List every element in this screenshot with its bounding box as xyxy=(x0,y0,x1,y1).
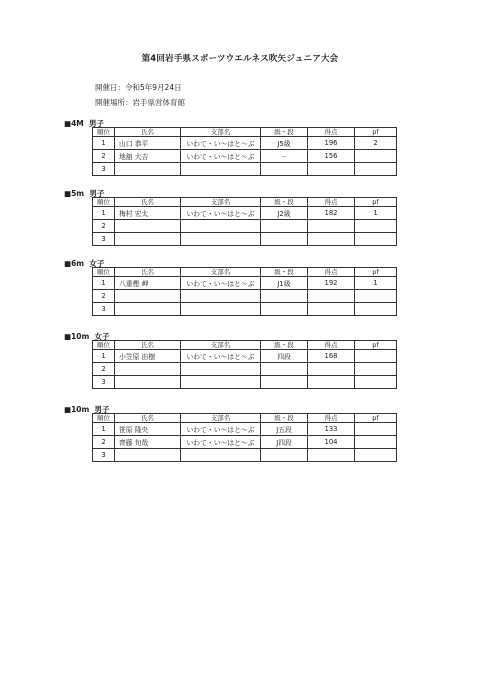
rank-cell: 1 xyxy=(93,207,115,220)
table-row xyxy=(93,220,397,233)
rank-cell: 1 xyxy=(93,350,115,363)
score-cell: 168 xyxy=(308,350,355,363)
header-branch: 支部名 xyxy=(181,341,261,350)
pf-cell xyxy=(355,163,397,176)
pf-cell xyxy=(355,150,397,163)
header-score: 得点 xyxy=(308,341,355,350)
table-row xyxy=(93,207,397,220)
grade-cell xyxy=(261,233,308,246)
grade-cell: 四段 xyxy=(261,350,308,363)
branch-cell xyxy=(181,449,261,462)
header-row xyxy=(93,268,397,277)
name-cell xyxy=(115,290,181,303)
pf-cell: 1 xyxy=(355,207,397,220)
branch-cell xyxy=(181,363,261,376)
header-pf: pf xyxy=(355,268,397,277)
header-name: 氏名 xyxy=(115,198,181,207)
pf-cell xyxy=(355,303,397,316)
branch-cell xyxy=(181,376,261,389)
rank-cell: 3 xyxy=(93,233,115,246)
name-cell xyxy=(115,303,181,316)
table-row xyxy=(93,163,397,176)
header-name: 氏名 xyxy=(115,414,181,423)
branch-cell xyxy=(181,303,261,316)
event-venue: 開催場所：岩手県営体育館 xyxy=(95,98,185,107)
header-grade: 級・段 xyxy=(261,414,308,423)
section-label: ■10m 男子 xyxy=(64,405,110,414)
score-cell xyxy=(308,303,355,316)
name-cell: 地舘 大吉 xyxy=(115,150,181,163)
table-row xyxy=(93,150,397,163)
branch-cell xyxy=(181,233,261,246)
results-table xyxy=(92,267,397,316)
name-cell: 八重樫 岬 xyxy=(115,277,181,290)
header-score: 得点 xyxy=(308,128,355,137)
grade-cell: J五段 xyxy=(261,423,308,436)
header-grade: 級・段 xyxy=(261,341,308,350)
header-score: 得点 xyxy=(308,268,355,277)
score-cell xyxy=(308,363,355,376)
rank-cell: 2 xyxy=(93,436,115,449)
header-pf: pf xyxy=(355,198,397,207)
rank-cell: 2 xyxy=(93,290,115,303)
grade-cell xyxy=(261,363,308,376)
rank-cell: 3 xyxy=(93,376,115,389)
header-row xyxy=(93,198,397,207)
table-row xyxy=(93,423,397,436)
pf-cell xyxy=(355,423,397,436)
name-cell: 小笠原 由樹 xyxy=(115,350,181,363)
pf-cell xyxy=(355,290,397,303)
name-cell xyxy=(115,363,181,376)
table-row xyxy=(93,303,397,316)
grade-cell xyxy=(261,290,308,303)
branch-cell: いわて・い～はと～ぶ xyxy=(181,137,261,150)
score-cell: 104 xyxy=(308,436,355,449)
grade-cell: J四段 xyxy=(261,436,308,449)
score-cell: 196 xyxy=(308,137,355,150)
name-cell: 山口 恭平 xyxy=(115,137,181,150)
header-grade: 級・段 xyxy=(261,198,308,207)
header-branch: 支部名 xyxy=(181,128,261,137)
header-row xyxy=(93,414,397,423)
grade-cell xyxy=(261,303,308,316)
pf-cell xyxy=(355,436,397,449)
rank-cell: 1 xyxy=(93,277,115,290)
score-cell: 156 xyxy=(308,150,355,163)
rank-cell: 2 xyxy=(93,220,115,233)
results-table xyxy=(92,127,397,176)
score-cell xyxy=(308,233,355,246)
header-pf: pf xyxy=(355,414,397,423)
header-name: 氏名 xyxy=(115,341,181,350)
grade-cell xyxy=(261,163,308,176)
document-title: 第4回岩手県スポーツウエルネス吹矢ジュニア大会 xyxy=(141,54,339,64)
name-cell xyxy=(115,449,181,462)
branch-cell xyxy=(181,220,261,233)
rank-cell: 3 xyxy=(93,449,115,462)
header-row xyxy=(93,128,397,137)
header-rank: 順位 xyxy=(93,128,115,137)
rank-cell: 3 xyxy=(93,303,115,316)
grade-cell: － xyxy=(261,150,308,163)
event-date: 開催日：令和5年9月24日 xyxy=(95,83,182,92)
name-cell: 笹原 隆央 xyxy=(115,423,181,436)
table-row xyxy=(93,233,397,246)
pf-cell xyxy=(355,449,397,462)
grade-cell xyxy=(261,376,308,389)
section-label: ■6m 女子 xyxy=(64,259,105,268)
branch-cell: いわて・い～はと～ぶ xyxy=(181,277,261,290)
name-cell: 齊藤 旬哉 xyxy=(115,436,181,449)
header-name: 氏名 xyxy=(115,128,181,137)
section-label: ■5m 男子 xyxy=(64,189,105,198)
pf-cell xyxy=(355,233,397,246)
pf-cell xyxy=(355,363,397,376)
pf-cell: 1 xyxy=(355,277,397,290)
rank-cell: 2 xyxy=(93,150,115,163)
branch-cell: いわて・い～はと～ぶ xyxy=(181,350,261,363)
header-name: 氏名 xyxy=(115,268,181,277)
section-label: ■4M 男子 xyxy=(64,119,104,128)
score-cell xyxy=(308,290,355,303)
name-cell xyxy=(115,376,181,389)
score-cell: 133 xyxy=(308,423,355,436)
grade-cell: J5級 xyxy=(261,137,308,150)
header-row xyxy=(93,341,397,350)
header-score: 得点 xyxy=(308,198,355,207)
rank-cell: 3 xyxy=(93,163,115,176)
rank-cell: 2 xyxy=(93,363,115,376)
pf-cell: 2 xyxy=(355,137,397,150)
name-cell xyxy=(115,163,181,176)
table-row xyxy=(93,436,397,449)
score-cell xyxy=(308,376,355,389)
grade-cell: J1級 xyxy=(261,277,308,290)
branch-cell: いわて・い～はと～ぶ xyxy=(181,423,261,436)
header-rank: 順位 xyxy=(93,198,115,207)
branch-cell xyxy=(181,163,261,176)
grade-cell xyxy=(261,220,308,233)
table-row xyxy=(93,277,397,290)
score-cell: 192 xyxy=(308,277,355,290)
table-row xyxy=(93,363,397,376)
pf-cell xyxy=(355,376,397,389)
table-row xyxy=(93,137,397,150)
score-cell xyxy=(308,449,355,462)
pf-cell xyxy=(355,220,397,233)
section-label: ■10m 女子 xyxy=(64,332,110,341)
results-table xyxy=(92,197,397,246)
header-branch: 支部名 xyxy=(181,414,261,423)
branch-cell: いわて・い～はと～ぶ xyxy=(181,150,261,163)
score-cell xyxy=(308,163,355,176)
rank-cell: 1 xyxy=(93,423,115,436)
results-table xyxy=(92,413,397,462)
branch-cell: いわて・い～はと～ぶ xyxy=(181,207,261,220)
table-row xyxy=(93,350,397,363)
header-grade: 級・段 xyxy=(261,268,308,277)
name-cell xyxy=(115,233,181,246)
header-rank: 順位 xyxy=(93,341,115,350)
header-score: 得点 xyxy=(308,414,355,423)
name-cell xyxy=(115,220,181,233)
table-row xyxy=(93,290,397,303)
branch-cell xyxy=(181,290,261,303)
pf-cell xyxy=(355,350,397,363)
name-cell: 梅村 宏太 xyxy=(115,207,181,220)
header-branch: 支部名 xyxy=(181,268,261,277)
branch-cell: いわて・い～はと～ぶ xyxy=(181,436,261,449)
header-pf: pf xyxy=(355,128,397,137)
header-rank: 順位 xyxy=(93,268,115,277)
results-table xyxy=(92,340,397,389)
grade-cell: J2級 xyxy=(261,207,308,220)
header-rank: 順位 xyxy=(93,414,115,423)
table-row xyxy=(93,376,397,389)
score-cell: 182 xyxy=(308,207,355,220)
header-pf: pf xyxy=(355,341,397,350)
grade-cell xyxy=(261,449,308,462)
rank-cell: 1 xyxy=(93,137,115,150)
header-branch: 支部名 xyxy=(181,198,261,207)
header-grade: 級・段 xyxy=(261,128,308,137)
score-cell xyxy=(308,220,355,233)
table-row xyxy=(93,449,397,462)
